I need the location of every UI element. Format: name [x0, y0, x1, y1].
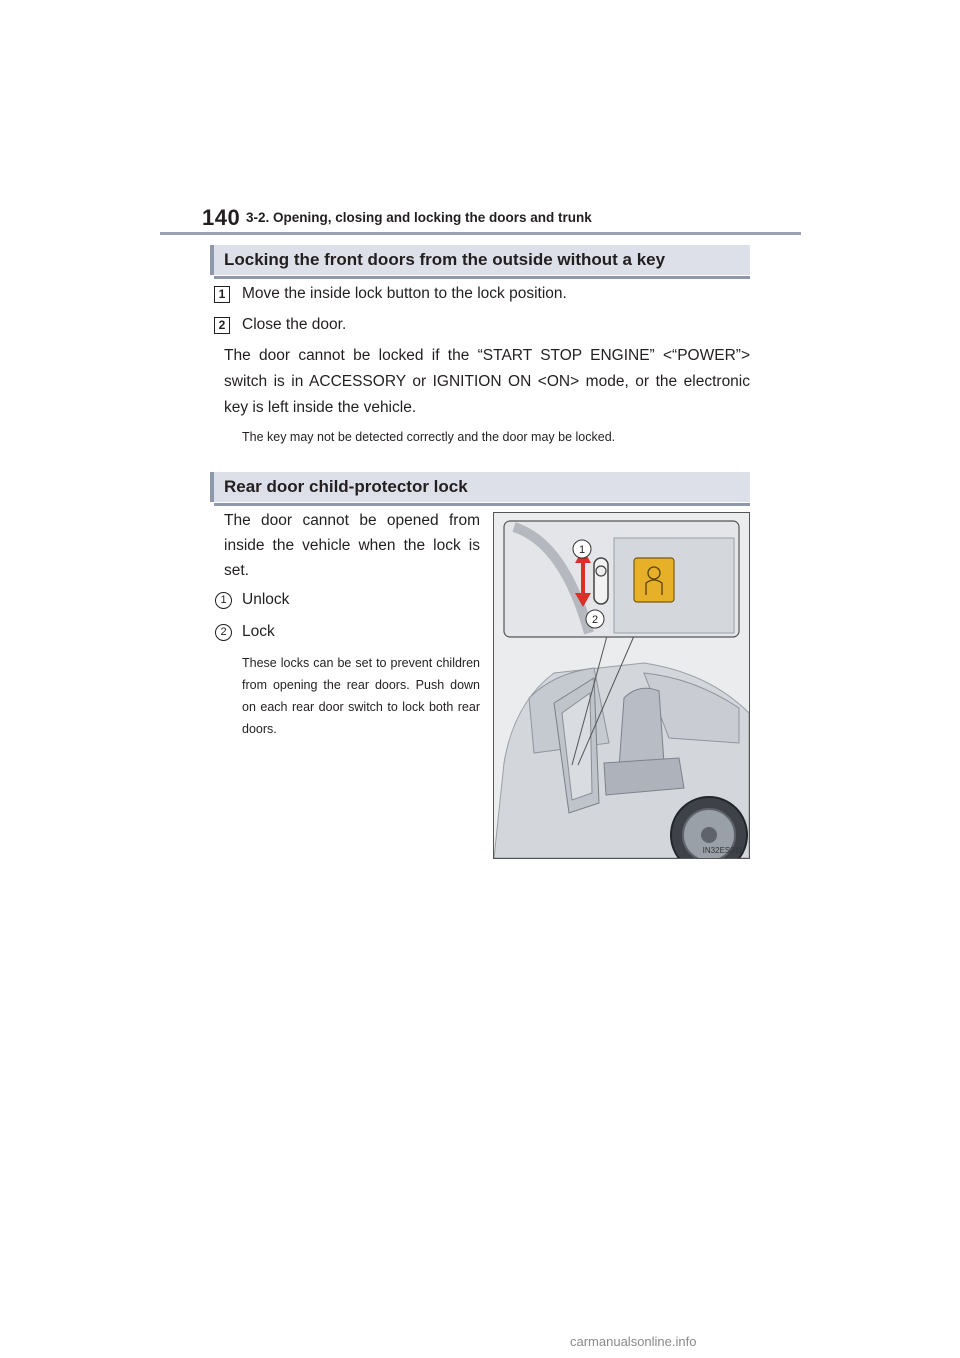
step-2-badge: 2 — [214, 317, 230, 334]
section-title: Locking the front doors from the outside without a key — [224, 250, 666, 269]
section-title: Rear door child-protector lock — [224, 477, 468, 496]
child-lock-illustration — [493, 512, 750, 859]
section-heading-child-protector-lock — [210, 472, 750, 502]
section-heading-locking-front-doors — [210, 245, 750, 275]
key-detection-note: The key may not be detected correctly and the door may be locked. — [242, 430, 616, 444]
lock-condition-paragraph: The door cannot be locked if the “START STOP ENGINE” <“POWER”> switch is in ACCESSORY or IGNITION ON <ON> mode, or the electronic key is left inside the vehicle. — [224, 347, 750, 416]
figure-callout-2: 2 — [591, 614, 599, 626]
child-lock-note: These locks can be set to prevent children from opening the rear doors. Push down on each rear door switch to lock both rear doors. — [242, 656, 480, 736]
figure-callout-1: 1 — [578, 544, 586, 556]
header-rule — [160, 232, 801, 235]
section-rule — [214, 503, 750, 506]
step-1-badge: 1 — [214, 286, 230, 303]
callout-2-badge: 2 — [215, 624, 232, 641]
callout-1-badge: 1 — [215, 592, 232, 609]
child-lock-paragraph: The door cannot be opened from inside the vehicle when the lock is set. — [224, 512, 480, 579]
watermark: carmanualsonline.info — [570, 1334, 697, 1349]
car-door-illustration — [494, 513, 749, 858]
section-rule — [214, 276, 750, 279]
callout-2-label: Lock — [242, 623, 275, 640]
step-2-text: Close the door. — [242, 316, 347, 333]
chapter-title: 3-2. Opening, closing and locking the doors and trunk — [246, 210, 592, 225]
callout-1-label: Unlock — [242, 591, 290, 608]
step-1-text: Move the inside lock button to the lock position. — [242, 285, 567, 302]
figure-code: IN32ES011 — [702, 846, 743, 855]
page-number: 140 — [202, 205, 241, 230]
